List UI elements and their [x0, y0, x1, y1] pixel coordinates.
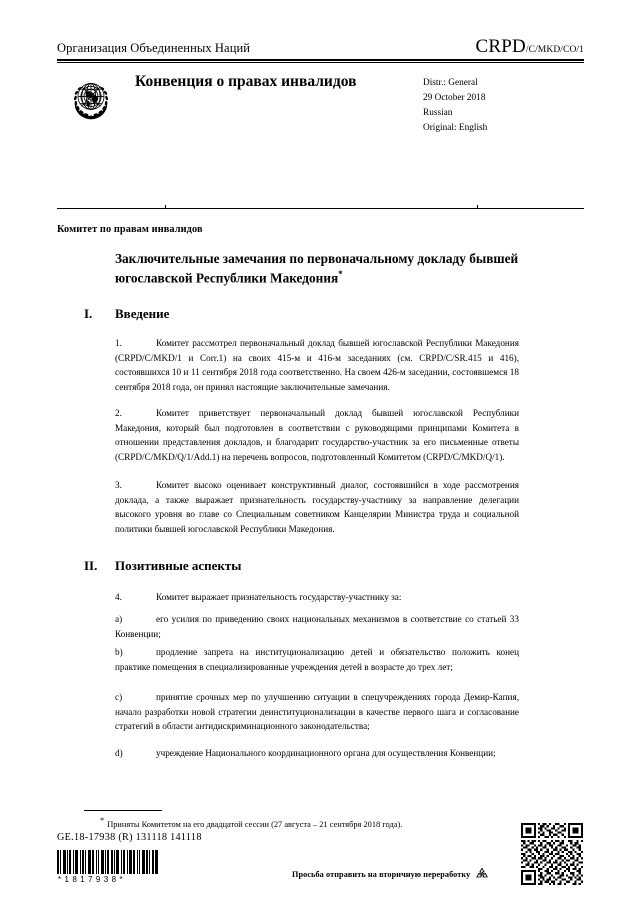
committee-name: Комитет по правам инвалидов: [57, 224, 203, 235]
paragraph-number: 2.: [115, 408, 122, 418]
paragraph-text: Комитет высоко оценивает конструктивный диалог, состоявшийся в ходе рассмотрения доклада, а также выражает признательность государству-участнику за направление делегации высокого уровня во главе со Специальным советником Канцелярии Министра труда и социальной политики бывшей югославской Республики Македония.: [115, 480, 519, 534]
section-numeral: II.: [84, 558, 98, 573]
paragraph-text: Комитет рассмотрел первоначальный доклад бывшей югославской Республики Македония (CRPD/C/MKD/1 и Corr.1) на своих 415-м и 416-м заседаниях (см. CRPD/C/SR.415 и 416), состоявшихся 10 и 11 сентября 2018 года соответственно. На своем 426-м заседании, состоявшемся 18 сентября 2018 года, он принял настоящие заключительные замечания.: [115, 338, 519, 392]
distribution-block: [423, 76, 487, 136]
subitem-c: [115, 690, 519, 734]
section-heading-positive-aspects: [84, 558, 534, 574]
section-heading-introduction: [84, 306, 534, 322]
distribution-language: Russian: [423, 108, 453, 119]
subitem-letter: b): [115, 647, 123, 657]
paragraph-3: [115, 478, 519, 536]
subitem-text: учреждение Национального координационного органа для осуществления Конвенции;: [156, 748, 496, 758]
barcode-bars: [57, 850, 175, 874]
subitem-b: [115, 645, 519, 674]
organization-name: Организация Объединенных Наций: [57, 40, 251, 55]
section-title: Введение: [115, 306, 170, 321]
footnote-text: Приняты Комитетом на его двадцатой сессии (27 августа – 21 сентября 2018 года).: [107, 819, 403, 829]
page-title-text: Заключительные замечания по первоначальному докладу бывшей югославской Республики Македония: [115, 251, 519, 286]
paragraph-1: [115, 336, 519, 394]
distribution-type: Distr.: General: [423, 78, 478, 88]
barcode-number: *1817938*: [58, 875, 126, 884]
page-title: [115, 250, 535, 288]
subitem-letter: d): [115, 748, 123, 758]
subitem-d: [115, 746, 519, 761]
barcode-icon: [57, 850, 177, 884]
paragraph-number: 3.: [115, 480, 122, 490]
divider-tick-left: [165, 205, 166, 209]
ge-document-code: GE.18-17938 (R) 131118 141118: [57, 832, 202, 843]
recycle-note: [292, 866, 490, 882]
convention-title: Конвенция о правах инвалидов: [135, 73, 357, 90]
subitem-text: его усилия по приведению своих национальных механизмов в соответствие со статьей 33 Конвенции;: [115, 614, 519, 639]
un-emblem-icon: [65, 72, 117, 124]
section-divider: [57, 208, 584, 209]
recycle-icon: [474, 866, 490, 882]
paragraph-text: Комитет приветствует первоначальный доклад бывшей югославской Республики Македония, который был подготовлен в соответствии с руководящими принципами Комитета в отношении представления докладов, и благодарит государство-участник за его письменные ответы (CRPD/C/MKD/Q/1/Add.1) на перечень вопросов, подготовленный Комитетом (CRPD/C/MKD/Q/1).: [115, 408, 519, 462]
title-footnote-marker: *: [338, 269, 343, 280]
divider-tick-right: [477, 205, 478, 209]
section-title: Позитивные аспекты: [115, 558, 242, 573]
subitem-text: принятие срочных мер по улучшению ситуации в спецучреждениях города Демир-Капия, начало разработки новой стратегии деинституционализации в качестве первого шага и согласование стратегий в области антидискриминационного законодательства;: [115, 692, 519, 732]
masthead: [57, 32, 584, 63]
footnote-marker: *: [100, 816, 105, 825]
paragraph-number: 1.: [115, 338, 122, 348]
paragraph-4: [115, 590, 519, 605]
qr-code-icon: [521, 823, 583, 885]
document-symbol-main: CRPD: [475, 36, 526, 57]
distribution-original: Original: English: [423, 123, 488, 134]
masthead-divider: [57, 59, 584, 63]
subitem-text: продление запрета на институционализацию детей и обязательство положить конец практике помещения в специализированные учреждения детей в возрасте до трех лет;: [115, 647, 519, 672]
paragraph-text: Комитет выражает признательность государству-участнику за:: [156, 592, 402, 602]
footnote: [100, 815, 530, 831]
paragraph-number: 4.: [115, 592, 122, 602]
subitem-letter: c): [115, 692, 123, 702]
section-numeral: I.: [84, 306, 93, 321]
recycle-note-text: Просьба отправить на вторичную переработку: [292, 869, 471, 879]
document-symbol-suffix: /C/MKD/CO/1: [525, 45, 584, 55]
distribution-date: 29 October 2018: [423, 93, 486, 104]
document-symbol: [475, 37, 584, 56]
subitem-a: [115, 612, 519, 641]
footnote-divider: [84, 810, 162, 811]
paragraph-2: [115, 406, 519, 464]
title-bar: [57, 70, 584, 134]
subitem-letter: a): [115, 614, 123, 624]
